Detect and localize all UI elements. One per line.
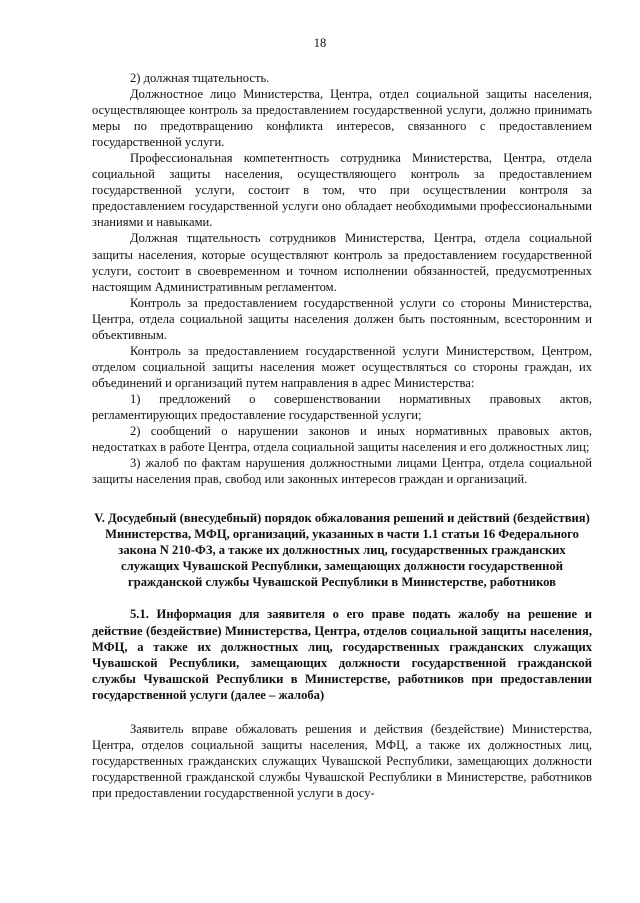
section-heading: V. Досудебный (внесудебный) порядок обжалования решений и действий (бездействия) Министерства, МФЦ, организаций, указанных в части 1.1 статьи 16 Федерального закона N 210-ФЗ, а также их должностных лиц, государственных гражданских служащих Чувашской Республики, замещающих должности государственной гражданской службы Чувашской Республики в Министерстве, работников	[94, 511, 590, 590]
paragraph-conflict-of-interest: Должностное лицо Министерства, Центра, отдел социальной защиты населения, осуществляющее контроль за предоставлением государственной услуги, должно принимать меры по предотвращению конфликта интересов, связанного с предоставлением государственной услуги.	[92, 87, 592, 150]
list-item-complaints: 3) жалоб по фактам нарушения должностными лицами Центра, отдела социальной защиты населения прав, свобод или законных интересов граждан и организаций.	[92, 456, 592, 487]
paragraph-appeal-right: Заявитель вправе обжаловать решения и действия (бездействие) Министерства, Центра, отделов социальной защиты населения, МФЦ, а также их должностных лиц, государственных гражданских служащих Чувашской Республики, замещающих должности государственной гражданской службы Чувашской Республики в Министерстве, работников при предоставлении государственной услуги в досу-	[92, 721, 592, 800]
paragraph-control-nature: Контроль за предоставлением государственной услуги со стороны Министерства, Центра, отдела социальной защиты населения должен быть постоянным, всесторонним и объективным.	[92, 295, 592, 342]
paragraph-due-diligence: Должная тщательность сотрудников Министерства, Центра, отдела социальной защиты населения, которые осуществляют контроль за предоставлением государственной услуги, состоит в своевременном и точном исполнении обязанностей, предусмотренных настоящим Административным регламентом.	[92, 231, 592, 294]
list-item-reports: 2) сообщений о нарушении законов и иных нормативных правовых актов, недостатках в работе Центра, отдела социальной защиты населения и его должностных лиц;	[92, 424, 592, 455]
paragraph-professional-competence: Профессиональная компетентность сотрудника Министерства, Центра, отдела социальной защиты населения, осуществляющего контроль за предоставлением государственной услуги, состоит в том, что при осуществлении контроля за предоставлением государственной услуги оно обладает необходимыми профессиональными знаниями и навыками.	[92, 151, 592, 230]
paragraph-public-control: Контроль за предоставлением государственной услуги Министерством, Центром, отделом социальной защиты населения может осуществляться со стороны граждан, их объединений и организаций путем направления в адрес Министерства:	[92, 343, 592, 390]
document-body	[92, 70, 592, 801]
paragraph-due-diligence-item: 2) должная тщательность.	[130, 71, 270, 85]
page-number: 18	[313, 36, 327, 50]
subsection-heading: 5.1. Информация для заявителя о его праве подать жалобу на решение и действие (бездействие) Министерства, Центра, отделов социальной защиты населения, МФЦ, а также их должностных лиц, государственных гражданских служащих Чувашской Республики, замещающих должности государственной гражданской службы Чувашской Республики в Министерстве, работников при предоставлении государственной услуги (далее – жалоба)	[92, 607, 592, 702]
list-item-proposals: 1) предложений о совершенствовании нормативных правовых актов, регламентирующих предоставление государственной услуги;	[92, 391, 592, 422]
